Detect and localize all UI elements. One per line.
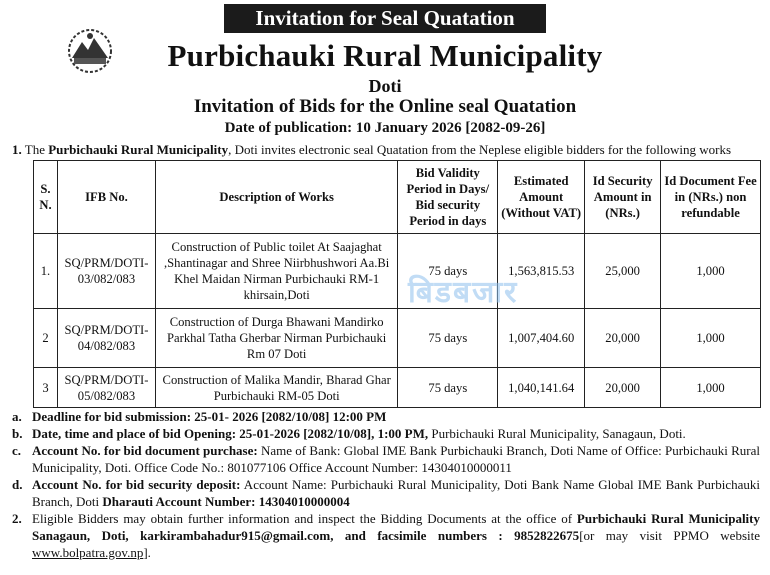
- intro-paragraph: [12, 142, 762, 158]
- note-c-text: Name of Bank: Global IME Bank Purbichauki Branch, Doti Name of Office: Purbichauki Rural Municipality, Doti. Office Code No.: 801077106 Office Account Number: 14304010000011: [32, 443, 760, 475]
- header-security: Id Security Amount in (NRs.): [585, 161, 661, 234]
- table-row: [34, 368, 761, 408]
- header-validity: Bid Validity Period in Days/ Bid security Period in days: [398, 161, 498, 234]
- note-b-label: b.: [12, 426, 23, 441]
- note-b-text: Purbichauki Rural Municipality, Sanagaun, Doti.: [428, 426, 686, 441]
- note-2-text1: Eligible Bidders may obtain further information and inspect the Bidding Documents at the office of: [32, 511, 577, 526]
- cell-amount: 1,563,815.53: [498, 234, 585, 309]
- cell-amount: 1,007,404.60: [498, 309, 585, 368]
- note-2-bold: Purbichauki Rural Municipality Sanagaun, Doti, karkirambahadur915@gmail.com, and facsimile numbers : 9852822675: [32, 511, 760, 543]
- note-b: [12, 425, 760, 442]
- district-name: Doti: [368, 76, 402, 96]
- table-row: [34, 309, 761, 368]
- cell-ifb: SQ/PRM/DOTI-05/082/083: [57, 368, 155, 408]
- cell-amount: 1,040,141.64: [498, 368, 585, 408]
- intro-pre: The: [24, 142, 49, 157]
- website-link[interactable]: www.bolpatra.gov.np: [32, 545, 144, 560]
- banner-title: Invitation for Seal Quatation: [224, 4, 546, 33]
- note-c-label: c.: [12, 443, 22, 458]
- note-2-text3: ].: [143, 545, 151, 560]
- note-c: [12, 442, 760, 476]
- cell-description: Construction of Public toilet At Saajaghat ,Shantinagar and Shree Niirbhushwori Aa.Bi Khel Maidan Nirman Purbichauki RM-1 khirsain,Doti: [155, 234, 397, 309]
- note-a: [12, 408, 760, 425]
- intro-number: 1.: [12, 142, 22, 157]
- note-d-text: Account Name: Purbichauki Rural Municipality, Doti Bank Name Global IME Bank Purbichauki Branch, Doti: [32, 477, 761, 509]
- intro-post: , Doti invites electronic seal Quatation from the Neplese eligible bidders for the following works: [228, 142, 732, 157]
- header-fee: Id Document Fee in (NRs.) non refundable: [661, 161, 761, 234]
- header-description: Description of Works: [155, 161, 397, 234]
- cell-sn: 1.: [34, 234, 58, 309]
- cell-sn: 2: [34, 309, 58, 368]
- cell-ifb: SQ/PRM/DOTI-04/082/083: [57, 309, 155, 368]
- cell-security: 20,000: [585, 309, 661, 368]
- note-b-bold: Date, time and place of bid Opening: 25-01-2026 [2082/10/08], 1:00 PM,: [32, 426, 429, 441]
- note-d-bold: Account No. for bid security deposit:: [32, 477, 241, 492]
- cell-description: Construction of Malika Mandir, Bharad Ghar Purbichauki RM-05 Doti: [155, 368, 397, 408]
- table-header-row: [34, 161, 761, 234]
- intro-bold: Purbichauki Rural Municipality: [48, 142, 229, 157]
- cell-security: 20,000: [585, 368, 661, 408]
- table-row: [34, 234, 761, 309]
- note-d-label: d.: [12, 477, 23, 492]
- cell-fee: 1,000: [661, 368, 761, 408]
- note-2-text2: [or may visit PPMO website: [579, 528, 760, 543]
- cell-sn: 3: [34, 368, 58, 408]
- note-2: [12, 510, 760, 561]
- note-a-label: a.: [12, 409, 22, 424]
- cell-security: 25,000: [585, 234, 661, 309]
- cell-validity: 75 days: [398, 234, 498, 309]
- cell-validity: 75 days: [398, 309, 498, 368]
- note-d-bold2: Dharauti Account Number: 14304010000004: [102, 494, 350, 509]
- note-a-text: Deadline for bid submission: 25-01- 2026 [2082/10/08] 12:00 PM: [32, 409, 387, 424]
- publication-date: Date of publication: 10 January 2026 [2082-09-26]: [224, 120, 546, 136]
- notes-section: [12, 408, 760, 561]
- notice-subtitle: Invitation of Bids for the Online seal Quatation: [193, 96, 577, 117]
- watermark-logo: बिडबजार: [408, 275, 519, 310]
- header-amount: Estimated Amount (Without VAT): [498, 161, 585, 234]
- header-ifb: IFB No.: [57, 161, 155, 234]
- cell-validity: 75 days: [398, 368, 498, 408]
- cell-ifb: SQ/PRM/DOTI-03/082/083: [57, 234, 155, 309]
- note-2-label: 2.: [12, 511, 22, 526]
- cell-description: Construction of Durga Bhawani Mandirko Parkhal Tatha Gherbar Nirman Purbichauki Rm 07 Doti: [155, 309, 397, 368]
- cell-fee: 1,000: [661, 234, 761, 309]
- municipality-name: Purbichauki Rural Municipality: [167, 38, 603, 73]
- note-d: [12, 476, 760, 510]
- note-c-bold: Account No. for bid document purchase:: [32, 443, 258, 458]
- header-sn: S. N.: [34, 161, 58, 234]
- bid-table: [33, 160, 761, 408]
- cell-fee: 1,000: [661, 309, 761, 368]
